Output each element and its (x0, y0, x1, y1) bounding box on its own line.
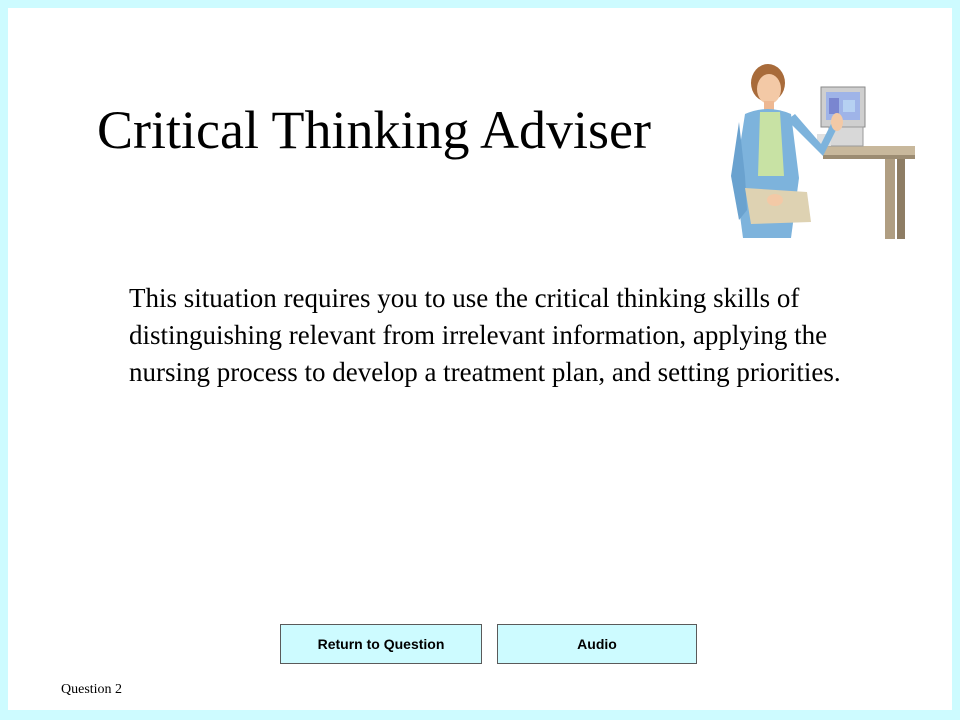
return-to-question-button[interactable]: Return to Question (280, 624, 482, 664)
slide-title: Critical Thinking Adviser (97, 100, 651, 160)
adviser-message: This situation requires you to use the critical thinking skills of distinguishing relevant from irrelevant information, applying the nursing process to develop a treatment plan, and setting priorities. (129, 283, 841, 387)
question-label: Question 2 (61, 682, 123, 697)
audio-button[interactable]: Audio (497, 624, 697, 664)
adviser-illustration-icon (725, 60, 925, 240)
slide (8, 8, 952, 710)
